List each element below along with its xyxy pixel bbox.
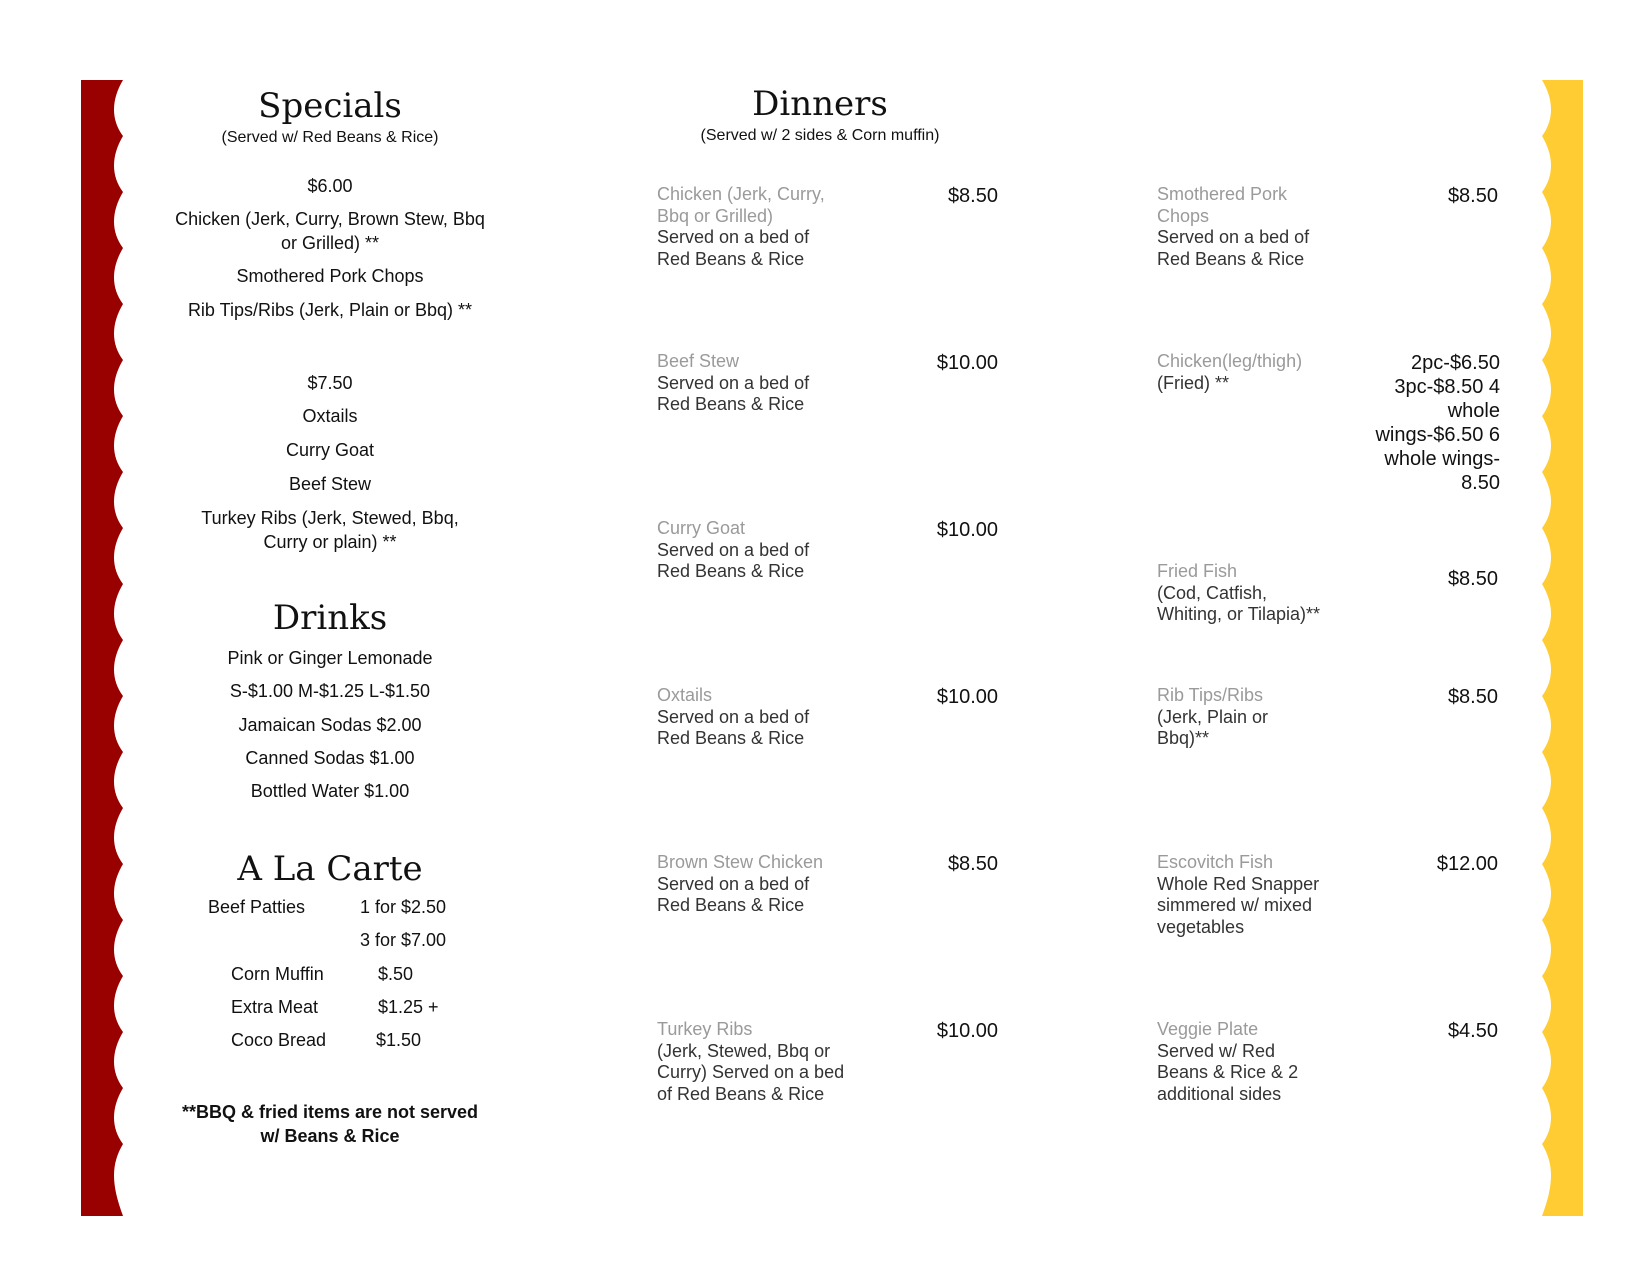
dinner-item [657,1019,847,1105]
dinners-subtitle: (Served w/ 2 sides & Corn muffin) [700,127,940,144]
dinner-item-name: Beef Stew [657,351,740,371]
left-red-stripe [81,80,123,1216]
alacarte-item-price: 3 for $7.00 [360,930,447,950]
dinner-item-price: 2pc-$6.50 3pc-$8.50 4 whole wings-$6.50 6 whole wings-8.50 [1375,352,1500,494]
dinner-item-desc: (Fried) ** [1157,372,1230,393]
dinner-item [657,184,847,270]
dinner-item [657,685,847,750]
dinner-item-desc: Served on a bed of Red Beans & Rice [1157,227,1310,269]
dinner-item-price: $12.00 [1436,853,1498,875]
dinner-item-price: $8.50 [1447,686,1498,708]
alacarte-item-price: 1 for $2.50 [360,897,447,917]
dinner-item-name: Smothered Pork Chops [1157,184,1288,226]
dinner-item-price: $8.50 [1447,185,1498,207]
alacarte-item-name: Beef Patties [208,897,306,917]
specials-item: Smothered Pork Chops [236,266,424,286]
dinner-item-name: Brown Stew Chicken [657,852,824,872]
alacarte-item-name: Coco Bread [231,1030,327,1050]
dinner-item-name: Chicken (Jerk, Curry, Bbq or Grilled) [657,184,825,226]
dinner-item-desc: Served on a bed of Red Beans & Rice [657,372,810,414]
alacarte-item-name: Extra Meat [231,997,319,1017]
dinner-item-name: Turkey Ribs [657,1019,753,1039]
alacarte-item-price: $.50 [378,964,414,984]
right-yellow-stripe [1542,80,1583,1216]
drink-item: Jamaican Sodas $2.00 [238,715,422,735]
dinner-item [1157,351,1332,394]
dinner-item-price: $10.00 [936,686,998,708]
specials-price-group-2: $7.50 [307,373,353,393]
dinner-item [1157,852,1347,938]
dinner-item-desc: (Cod, Catfish, Whiting, or Tilapia)** [1157,582,1321,624]
dinner-item-desc: Served on a bed of Red Beans & Rice [657,706,810,748]
footnote: **BBQ & fried items are not served w/ Beans & Rice [181,1102,479,1146]
dinner-item-name: Curry Goat [657,518,746,538]
dinner-item [1157,1019,1322,1105]
dinner-item-price: $10.00 [936,352,998,374]
dinner-item-name: Rib Tips/Ribs [1157,685,1264,705]
specials-item: Beef Stew [288,474,372,494]
specials-subtitle: (Served w/ Red Beans & Rice) [221,129,439,146]
specials-item: Rib Tips/Ribs (Jerk, Plain or Bbq) ** [187,300,473,320]
alacarte-item-name: Corn Muffin [231,964,324,984]
alacarte-title: A La Carte [237,849,423,889]
dinner-item-price: $8.50 [947,185,998,207]
dinner-item-desc: Served w/ Red Beans & Rice & 2 additional sides [1157,1040,1299,1104]
dinners-title: Dinners [752,84,888,124]
dinner-item-price: $10.00 [936,1020,998,1042]
dinner-item-desc: Served on a bed of Red Beans & Rice [657,539,810,581]
dinner-item [657,518,847,583]
dinner-item-price: $8.50 [1447,568,1498,590]
dinner-item [657,351,847,416]
drinks-title: Drinks [272,598,388,638]
specials-title: Specials [258,86,402,126]
specials-price-group-1: $6.00 [307,176,353,196]
dinner-item-name: Veggie Plate [1157,1019,1259,1039]
specials-item: Oxtails [302,406,358,426]
dinner-item [1157,561,1337,626]
dinner-item [657,852,847,917]
dinner-item-desc: Served on a bed of Red Beans & Rice [657,227,810,269]
specials-item: Curry Goat [285,440,375,460]
dinner-item [1157,184,1332,270]
drink-item: Pink or Ginger Lemonade [227,648,433,668]
alacarte-item-price: $1.50 [376,1030,422,1050]
alacarte-item-price: $1.25 + [378,997,439,1017]
dinner-item-desc: (Jerk, Plain or Bbq)** [1157,706,1269,748]
dinner-item-desc: Whole Red Snapper simmered w/ mixed vegetables [1157,873,1320,937]
drink-item: Bottled Water $1.00 [250,781,410,801]
dinner-item [1157,685,1297,750]
specials-item: Chicken (Jerk, Curry, Brown Stew, Bbq or Grilled) ** [175,209,485,253]
dinner-item-name: Chicken(leg/thigh) [1157,351,1303,371]
dinner-item-name: Escovitch Fish [1157,852,1274,872]
specials-item: Turkey Ribs (Jerk, Stewed, Bbq, Curry or plain) ** [201,508,459,552]
dinner-item-price: $10.00 [936,519,998,541]
dinner-item-name: Oxtails [657,685,713,705]
dinner-item-price: $8.50 [947,853,998,875]
dinner-item-price: $4.50 [1447,1020,1498,1042]
drink-item: S-$1.00 M-$1.25 L-$1.50 [229,681,431,701]
drink-item: Canned Sodas $1.00 [245,748,415,768]
dinner-item-name: Fried Fish [1157,561,1238,581]
dinner-item-desc: (Jerk, Stewed, Bbq or Curry) Served on a bed of Red Beans & Rice [657,1040,845,1104]
dinner-item-desc: Served on a bed of Red Beans & Rice [657,873,810,915]
